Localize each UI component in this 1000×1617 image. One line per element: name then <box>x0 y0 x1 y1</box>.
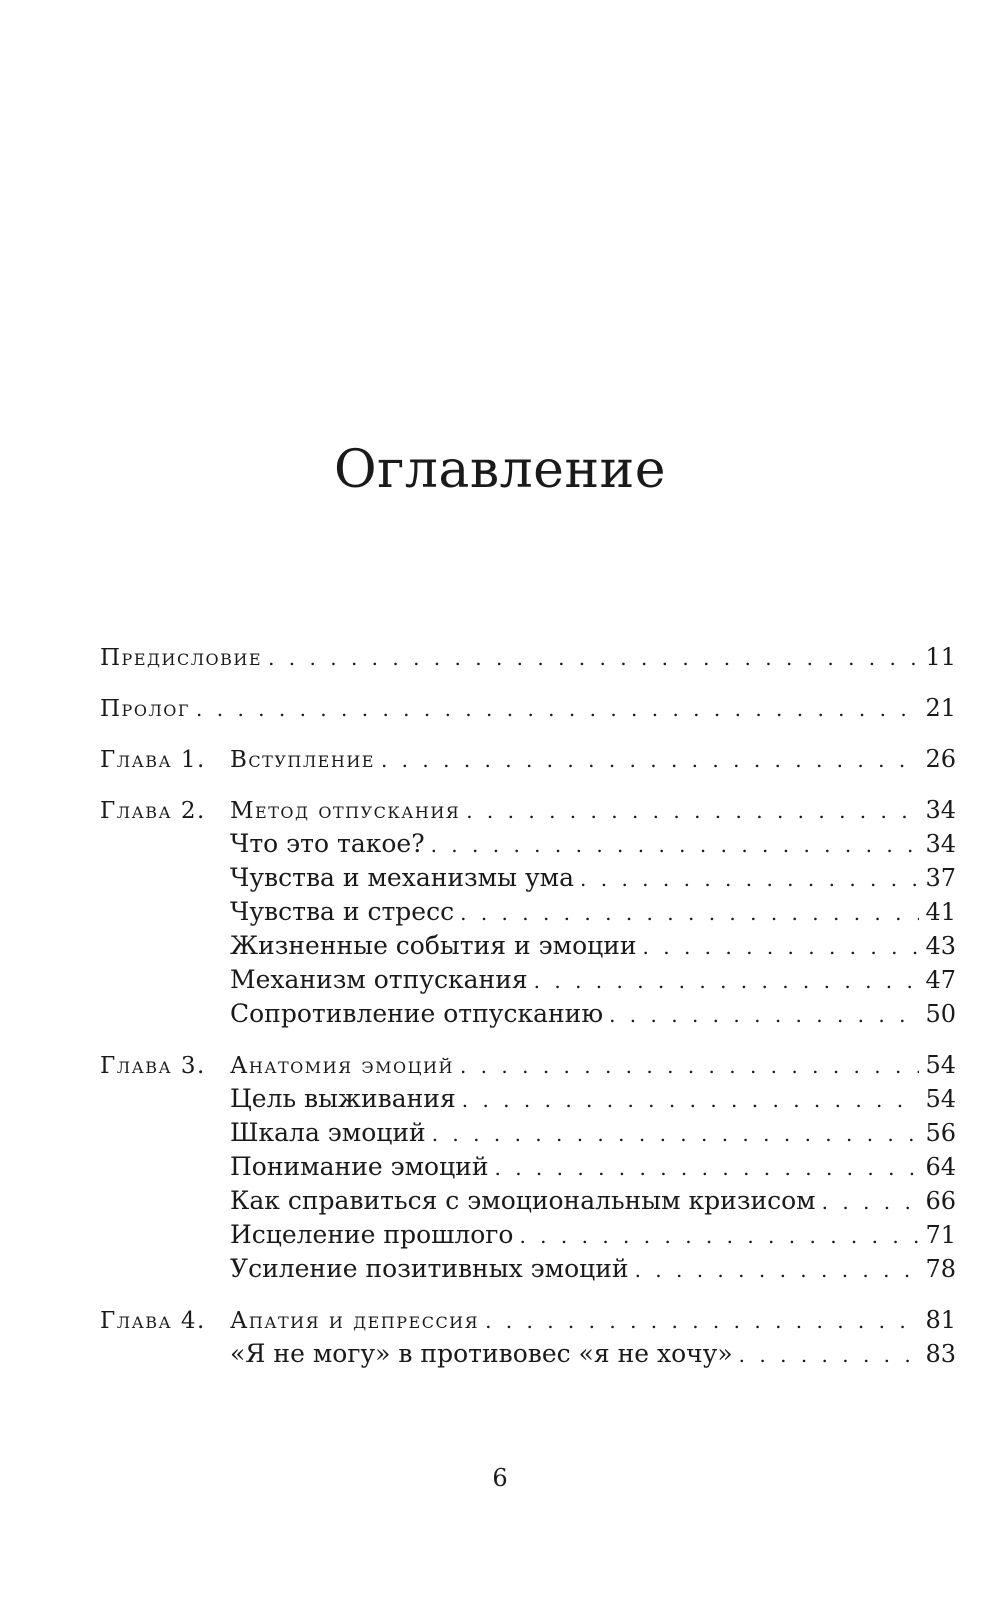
entry-title: Метод отпускания <box>230 798 461 824</box>
subentry-title: Шкала эмоций <box>230 1118 426 1147</box>
dot-leader <box>643 930 920 964</box>
subentry-title: Чувства и механизмы ума <box>230 863 575 892</box>
chapter-label: Глава 1. <box>100 747 206 773</box>
toc-subentry <box>230 1184 956 1218</box>
subentry-page: 66 <box>925 1187 956 1215</box>
entry-page: 26 <box>925 745 956 773</box>
subentry-title: Усиление позитивных эмоций <box>230 1254 629 1283</box>
entry-page: 11 <box>925 643 956 671</box>
dot-leader <box>381 743 920 777</box>
dot-leader <box>432 1117 920 1151</box>
toc-subentry <box>230 1218 956 1252</box>
table-of-contents <box>100 640 956 1388</box>
dot-leader <box>462 1083 920 1117</box>
dot-leader <box>822 1185 920 1219</box>
subentry-title: Цель выживания <box>230 1084 456 1113</box>
subentry-title: Как справиться с эмоциональным кризисом <box>230 1186 816 1215</box>
dot-leader <box>485 1304 919 1338</box>
subentry-page: 64 <box>925 1153 956 1181</box>
toc-subentry <box>230 861 956 895</box>
dot-leader <box>460 1049 920 1083</box>
subentry-title: Механизм отпускания <box>230 965 528 994</box>
subentry-title: Исцеление прошлого <box>230 1220 514 1249</box>
subentry-page: 34 <box>925 830 956 858</box>
subentry-page: 47 <box>925 966 956 994</box>
subentry-page: 71 <box>925 1221 956 1249</box>
subentry-title: Чувства и стресс <box>230 897 455 926</box>
toc-entry <box>100 742 956 776</box>
subentry-page: 56 <box>925 1119 956 1147</box>
toc-subentry <box>230 1150 956 1184</box>
entry-title: Пролог <box>100 696 191 722</box>
toc-subentry <box>230 827 956 861</box>
toc-subentry <box>230 997 956 1031</box>
entry-title: Вступление <box>230 747 375 773</box>
toc-subentry <box>230 1337 956 1371</box>
entry-page: 34 <box>925 796 956 824</box>
subentry-page: 37 <box>925 864 956 892</box>
subentry-page: 50 <box>925 1000 956 1028</box>
toc-group <box>100 691 956 725</box>
entry-title: Анатомия эмоций <box>230 1053 454 1079</box>
subentry-page: 54 <box>925 1085 956 1113</box>
subentry-title: Сопротивление отпусканию <box>230 999 604 1028</box>
subentry-title: Что это такое? <box>230 829 425 858</box>
subentry-title: «Я не могу» в противовес «я не хочу» <box>230 1339 733 1368</box>
entry-page: 54 <box>925 1051 956 1079</box>
dot-leader <box>466 794 919 828</box>
subentry-page: 41 <box>925 898 956 926</box>
entry-page: 81 <box>925 1306 956 1334</box>
dot-leader <box>534 964 920 998</box>
subentry-page: 43 <box>925 932 956 960</box>
entry-title: Предисловие <box>100 645 263 671</box>
toc-entry <box>100 1303 956 1337</box>
chapter-label: Глава 2. <box>100 798 206 824</box>
dot-leader <box>460 896 919 930</box>
page-title: Оглавление <box>333 440 667 500</box>
toc-entry <box>100 691 956 725</box>
subentry-title: Понимание эмоций <box>230 1152 489 1181</box>
dot-leader <box>739 1338 920 1372</box>
toc-subentry <box>230 895 956 929</box>
subentry-page: 83 <box>925 1340 956 1368</box>
toc-subentry <box>230 963 956 997</box>
toc-group <box>100 1303 956 1371</box>
subentry-page: 78 <box>925 1255 956 1283</box>
toc-group <box>100 640 956 674</box>
toc-group <box>100 1048 956 1286</box>
toc-entry <box>100 1048 956 1082</box>
chapter-label: Глава 3. <box>100 1053 206 1079</box>
toc-subentry <box>230 1252 956 1286</box>
entry-title: Апатия и депрессия <box>230 1308 480 1334</box>
entry-page: 21 <box>925 694 956 722</box>
dot-leader <box>609 998 919 1032</box>
dot-leader <box>635 1253 920 1287</box>
dot-leader <box>431 828 920 862</box>
toc-group <box>100 742 956 776</box>
toc-entry <box>100 640 956 674</box>
subentry-title: Жизненные события и эмоции <box>230 931 637 960</box>
page-number: 6 <box>492 1464 508 1492</box>
toc-subentry <box>230 1116 956 1150</box>
dot-leader <box>580 862 919 896</box>
dot-leader <box>268 641 919 675</box>
dot-leader <box>196 692 919 726</box>
dot-leader <box>519 1219 919 1253</box>
toc-subentry <box>230 1082 956 1116</box>
toc-group <box>100 793 956 1031</box>
dot-leader <box>495 1151 920 1185</box>
toc-entry <box>100 793 956 827</box>
chapter-label: Глава 4. <box>100 1308 206 1334</box>
toc-subentry <box>230 929 956 963</box>
